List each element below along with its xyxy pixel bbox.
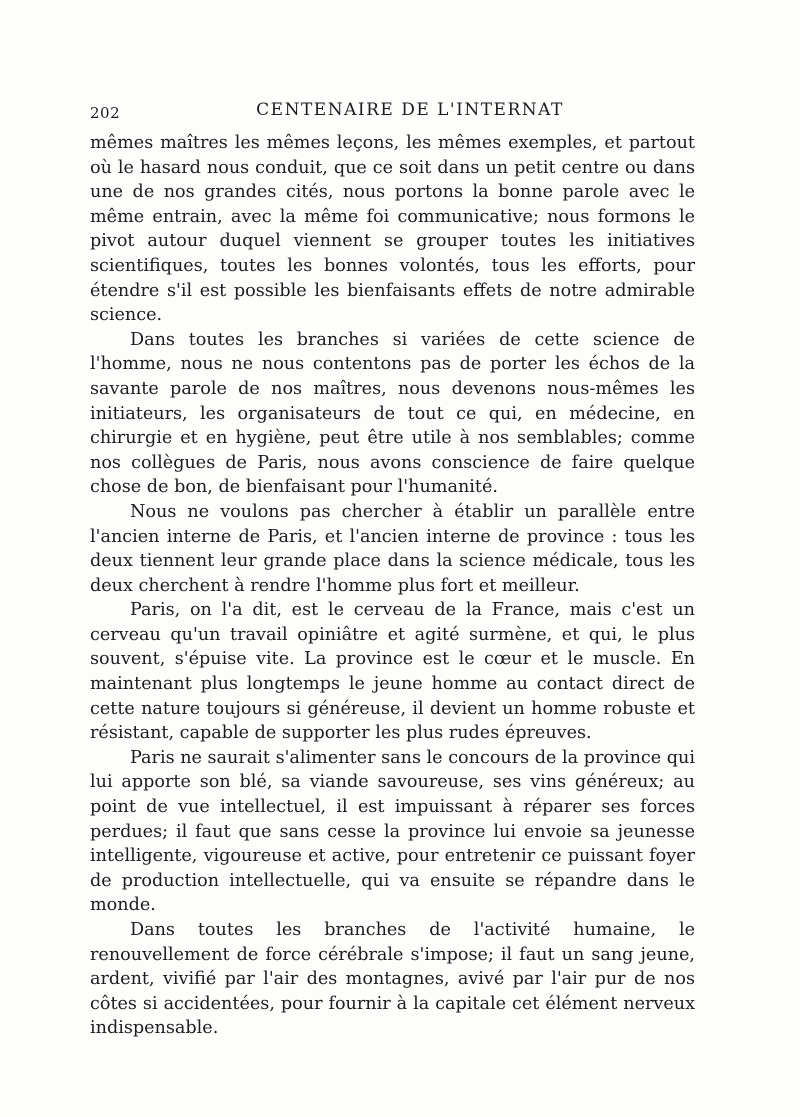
page-header — [90, 98, 710, 126]
paragraph-4: Paris, on l'a dit, est le cerveau de la France, mais c'est un cerveau qu'un travail opiniâtre et agité surmène, et qui, le plus souvent, s'épuise vite. La province est le cœur et le muscle. En maintenant plus longtemps le jeune homme au contact direct de cette nature toujours si généreuse, il devient un homme robuste et résistant, capable de supporter les plus rudes épreuves. — [90, 600, 695, 744]
page-number: 202 — [90, 104, 121, 122]
running-title: CENTENAIRE DE L'INTERNAT — [256, 100, 564, 120]
paragraph-5: Paris ne saurait s'alimenter sans le concours de la province qui lui apporte son blé, sa viande savoureuse, ses vins généreux; au point de vue intellectuel, il est impuissant à réparer ses forces perdues; il faut que sans cesse la province lui envoie sa jeunesse intelligente, vigoureuse et active, pour entretenir ce puissant foyer de production intellectuelle, qui va ensuite se répandre dans le monde. — [90, 747, 695, 916]
paragraph-6: Dans toutes les branches de l'activité humaine, le renouvellement de force cérébrale s'impose; il faut un sang jeune, ardent, vivifié par l'air des montagnes, avivé par l'air pur de nos côtes si accidentées, pour fournir à la capitale cet élément nerveux indispensable. — [90, 920, 695, 1039]
paragraph-2: Dans toutes les branches si variées de cette science de l'homme, nous ne nous contentons pas de porter les échos de la savante parole de nos maîtres, nous devenons nous-mêmes les initiateurs, les organisateurs de tout ce qui, en médecine, en chirurgie et en hygiène, peut être utile à nos semblables; comme nos collègues de Paris, nous avons conscience de faire quelque chose de bon, de bienfaisant pour l'humanité. — [90, 329, 695, 498]
paragraph-1: mêmes maîtres les mêmes leçons, les mêmes exemples, et partout où le hasard nous conduit, que ce soit dans un petit centre ou dans une de nos grandes cités, nous portons la bonne parole avec le même entrain, avec la même foi communicative; nous formons le pivot autour duquel viennent se grouper toutes les initiatives scientifiques, toutes les bonnes volontés, tous les efforts, pour étendre s'il est possible les bienfaisants effets de notre admirable science. — [90, 133, 695, 326]
body-text — [90, 131, 695, 1041]
paragraph-3: Nous ne voulons pas chercher à établir un parallèle entre l'ancien interne de Paris, et l'ancien interne de province : tous les deux tiennent leur grande place dans la science médicale, tous les deux cherchent à rendre l'homme plus fort et meilleur. — [90, 501, 695, 596]
